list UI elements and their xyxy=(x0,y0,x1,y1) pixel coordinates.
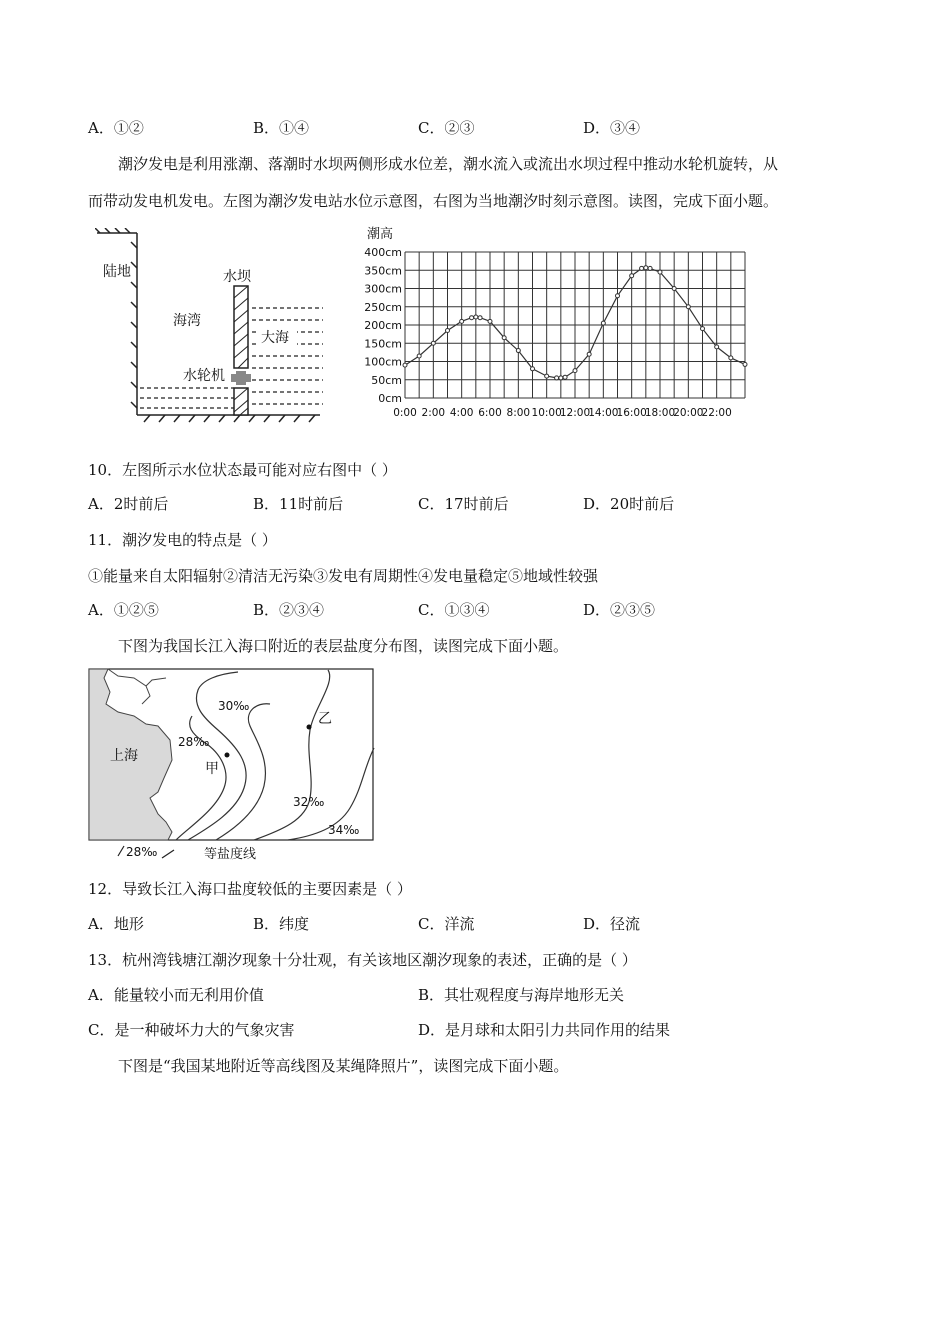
data-point xyxy=(559,376,563,380)
map-label-yi: 乙 xyxy=(318,711,332,727)
q12-option-c: C．洋流 xyxy=(418,915,475,933)
label-land: 陆地 xyxy=(103,264,131,280)
y-tick-label: 0cm xyxy=(378,392,402,405)
label-dam: 水坝 xyxy=(223,269,251,285)
data-point xyxy=(701,327,705,331)
data-point xyxy=(555,376,559,380)
x-tick-label: 0:00 xyxy=(393,407,417,419)
x-tick-label: 4:00 xyxy=(449,407,474,419)
q10-stem: 10．左图所示水位状态最可能对应右图中（ ） xyxy=(88,461,397,479)
x-tick-label: 14:00 xyxy=(588,407,619,419)
chart-title: 潮高 xyxy=(367,227,394,242)
data-point xyxy=(672,287,676,291)
tidal-station-diagram xyxy=(95,228,335,423)
data-point xyxy=(715,345,719,349)
tide-intro-line2: 而带动发电机发电。左图为潮汐发电站水位示意图，右图为当地潮汐时刻示意图。读图，完成下面小题。 xyxy=(88,192,779,210)
q13-option-a: A．能量较小而无利用价值 xyxy=(88,986,264,1004)
x-tick-label: 12:00 xyxy=(559,407,591,419)
data-point xyxy=(545,374,549,378)
q10-option-a: A．2时前后 xyxy=(88,495,169,513)
x-tick-label: 20:00 xyxy=(673,407,704,419)
data-point xyxy=(502,336,506,340)
tide-height-chart xyxy=(355,222,755,427)
data-point xyxy=(601,321,605,325)
y-tick-label: 200cm xyxy=(364,319,402,332)
q9-option-b: B．①④ xyxy=(253,119,310,137)
q9-option-c: C．②③ xyxy=(418,119,475,137)
x-tick-label: 10:00 xyxy=(531,407,562,419)
q9-option-a: A．①② xyxy=(88,119,144,137)
q12-option-d: D．径流 xyxy=(583,915,641,933)
y-tick-label: 400cm xyxy=(364,246,402,259)
y-tick-label: 250cm xyxy=(364,300,402,314)
tide-intro-line1: 潮汐发电是利用涨潮、落潮时水坝两侧形成水位差，潮水流入或流出水坝过程中推动水轮机旋转，从 xyxy=(118,155,779,173)
q11-items: ①能量来自太阳辐射②清洁无污染③发电有周期性④发电量稳定⑤地域性较强 xyxy=(88,567,599,585)
y-tick-label: 100cm xyxy=(364,355,402,369)
iso-label-28: 28‰ xyxy=(178,735,210,749)
data-point xyxy=(446,328,450,332)
label-sea: 大海 xyxy=(261,330,289,346)
data-point xyxy=(658,270,662,274)
data-point xyxy=(470,316,474,320)
map-label-shanghai: 上海 xyxy=(110,748,138,764)
iso-label-32: 32‰ xyxy=(293,795,325,809)
data-point xyxy=(686,305,690,309)
label-turbine: 水轮机 xyxy=(183,368,225,384)
q13-stem: 13．杭州湾钱塘江潮汐现象十分壮观，有关该地区潮汐现象的表述，正确的是（ ） xyxy=(88,951,637,969)
data-point xyxy=(630,274,634,278)
y-tick-label: 50cm xyxy=(371,373,402,387)
data-point xyxy=(516,349,520,353)
data-point xyxy=(640,266,644,270)
q12-stem: 12．导致长江入海口盐度较低的主要因素是（ ） xyxy=(88,880,412,898)
data-point xyxy=(563,375,567,379)
x-tick-label: 6:00 xyxy=(478,407,502,419)
data-point xyxy=(478,316,482,320)
turbine-icon xyxy=(231,371,251,385)
data-point xyxy=(460,319,464,323)
y-tick-label: 150cm xyxy=(364,337,402,351)
q10-option-b: B．11时前后 xyxy=(253,495,344,513)
q13-option-c: C．是一种破坏力大的气象灾害 xyxy=(88,1021,295,1039)
data-point xyxy=(417,354,421,358)
salinity-map xyxy=(88,668,378,868)
data-point xyxy=(587,352,591,356)
data-point xyxy=(729,356,733,360)
legend-text: 等盐度线 xyxy=(204,847,257,862)
y-tick-label: 300cm xyxy=(364,282,402,296)
q9-option-d: D．③④ xyxy=(583,119,641,137)
data-point xyxy=(616,294,620,298)
q11-option-a: A．①②⑤ xyxy=(88,601,159,619)
data-point xyxy=(573,369,577,373)
iso-label-30: 30‰ xyxy=(218,699,250,713)
q10-option-d: D．20时前后 xyxy=(583,495,675,513)
data-point xyxy=(488,319,492,323)
q11-option-b: B．②③④ xyxy=(253,601,325,619)
data-point xyxy=(743,362,747,366)
x-tick-label: 22:00 xyxy=(701,407,732,419)
x-tick-label: 16:00 xyxy=(616,407,647,419)
x-tick-label: 8:00 xyxy=(506,407,531,419)
x-tick-label: 18:00 xyxy=(644,407,676,419)
q11-stem: 11．潮汐发电的特点是（ ） xyxy=(88,531,277,549)
q13-option-b: B．其壮观程度与海岸地形无关 xyxy=(418,986,625,1004)
contour-intro: 下图是“我国某地附近等高线图及某绳降照片”，读图完成下面小题。 xyxy=(118,1057,569,1075)
label-bay: 海湾 xyxy=(173,313,201,329)
data-point xyxy=(531,367,535,371)
map-label-jia: 甲 xyxy=(205,761,219,777)
q10-option-c: C．17时前后 xyxy=(418,495,509,513)
q13-option-d: D．是月球和太阳引力共同作用的结果 xyxy=(418,1021,671,1039)
y-tick-label: 350cm xyxy=(364,264,402,278)
data-point xyxy=(431,341,435,345)
q12-option-a: A．地形 xyxy=(88,915,144,933)
legend-value: 28‰ xyxy=(126,845,158,859)
iso-label-34: 34‰ xyxy=(328,823,360,837)
q11-option-c: C．①③④ xyxy=(418,601,490,619)
q12-option-b: B．纬度 xyxy=(253,915,310,933)
data-point xyxy=(644,266,648,270)
salinity-intro: 下图为我国长江入海口附近的表层盐度分布图，读图完成下面小题。 xyxy=(118,637,569,655)
q11-option-d: D．②③⑤ xyxy=(583,601,656,619)
x-tick-label: 2:00 xyxy=(421,407,446,419)
data-point xyxy=(474,315,478,319)
data-point xyxy=(648,266,652,270)
data-point xyxy=(403,363,407,367)
